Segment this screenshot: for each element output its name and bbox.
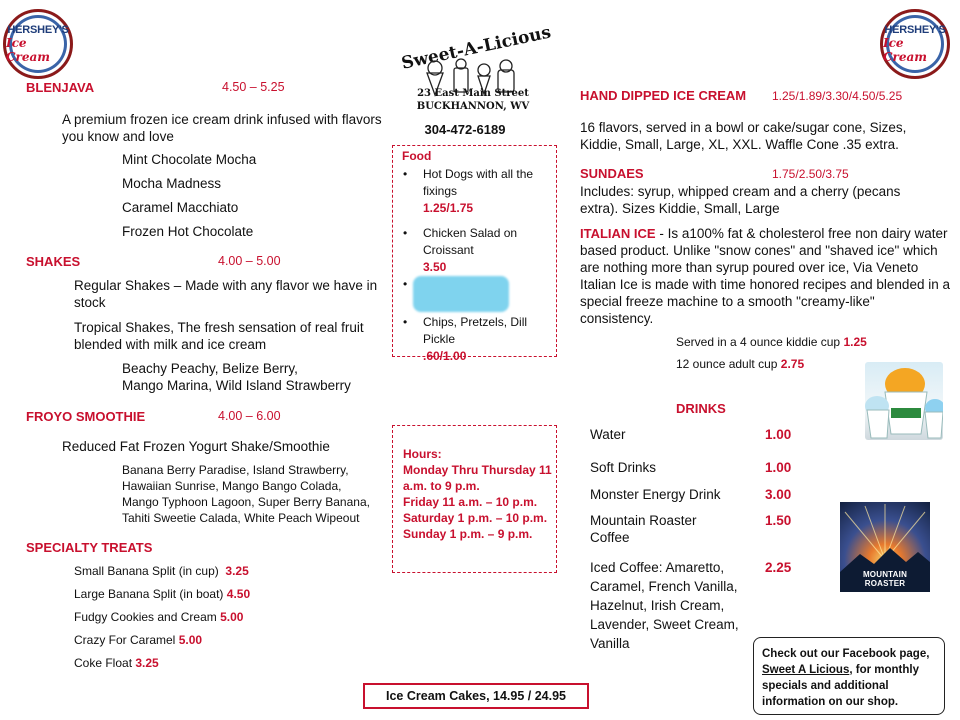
list-item (590, 459, 830, 476)
item-name: Fudgy Cookies and Cream (74, 610, 217, 624)
facebook-box (753, 637, 945, 715)
phone-number: 304-472-6189 (424, 122, 506, 137)
blenjava-desc (62, 111, 382, 145)
list-item (393, 314, 551, 365)
food-title: Food (402, 149, 432, 163)
hours-line: Saturday 1 p.m. – 10 p.m. (403, 511, 548, 525)
item-name: Small Banana Split (in cup) (74, 564, 219, 578)
shakes-title: SHAKES (26, 254, 81, 269)
logo-line2: Ice Cream (6, 36, 50, 64)
brand-name: Sweet-A-Licious (399, 22, 552, 74)
italian-ice-desc: - Is a100% fat & cholesterol free non dairy water based product. Unlike "snow cones" and "shaved ice" which are nothing more than syrup poured over ice, Via Veneto Italian Ice is made with time honored recipes and blended in a special freeze machine to a smooth "creamy-like" consistency. (580, 226, 950, 326)
logo-line2: Ice Cream (883, 36, 927, 64)
logo-line1: HERSHEY'S (884, 24, 946, 36)
item-name: Mountain Roaster Coffee (590, 513, 697, 545)
list-item (74, 655, 250, 678)
hours-line: Sunday 1 p.m. – 9 p.m. (403, 527, 533, 541)
shakes-flavors-1: Beachy Peachy, Belize Berry, (122, 361, 298, 376)
list-item (393, 276, 551, 306)
svg-text:Sweet-A-Licious (400, 23, 552, 74)
hours-content (403, 446, 553, 542)
hours-line: Monday Thru Thursday 11 a.m. to 9 p.m. (403, 463, 552, 493)
list-item: Hawaiian Sunrise, Mango Bango Colada, (122, 479, 342, 493)
food-box (392, 145, 557, 363)
italian-ice-kiddie (676, 334, 867, 350)
hours-line: Friday 11 a.m. – 10 p.m. (403, 495, 538, 509)
redacted-item (413, 276, 509, 312)
item-price: 3.25 (225, 564, 249, 578)
list-item (74, 632, 250, 655)
ice-cream-cakes-text: Ice Cream Cakes, 14.95 / 24.95 (386, 689, 566, 703)
list-item (590, 486, 830, 503)
address-line2: BUCKHANNON, WV (416, 101, 530, 112)
shakes-price: 4.00 – 5.00 (218, 254, 281, 268)
item-price: 1.25/1.75 (423, 201, 474, 215)
list-item: Frozen Hot Chocolate (122, 224, 254, 239)
hand-dipped-desc: 16 flavors, served in a bowl or cake/sugar cone, Sizes, Kiddie, Small, Large, XL, XXL. Waffle Cone .35 extra. (580, 120, 907, 152)
item-name: 12 ounce adult cup (676, 357, 778, 371)
list-item: Tahiti Sweetie Calada, White Peach Wipeout (122, 511, 360, 525)
list-item (74, 609, 250, 632)
hand-dipped-title: HAND DIPPED ICE CREAM (580, 88, 747, 103)
italian-ice-block (580, 225, 950, 327)
item-name: Chicken Salad on Croissant (423, 226, 518, 257)
italian-ice-title: ITALIAN ICE (580, 226, 656, 241)
item-price: 5.00 (178, 633, 203, 647)
list-item: Mocha Madness (122, 176, 222, 191)
list-item (393, 166, 551, 217)
froyo-desc: Reduced Fat Frozen Yogurt Shake/Smoothie (62, 439, 330, 454)
hours-box (392, 425, 557, 573)
italian-ice-adult (676, 356, 804, 372)
item-name: Iced Coffee: Amaretto, Caramel, French Vanilla, Hazelnut, Irish Cream, Lavender, Sweet Cream, Vanilla (590, 560, 739, 651)
address-line1: 23 East Main Street (417, 88, 529, 99)
logo-line1: HERSHEY'S (7, 24, 69, 36)
sundaes-desc: Includes: syrup, whipped cream and a cherry (pecans extra). Sizes Kiddie, Small, Large (580, 184, 901, 216)
shakes-flavors-2: Mango Marina, Wild Island Strawberry (122, 378, 351, 393)
list-item: Mint Chocolate Mocha (122, 152, 257, 167)
hand-dipped-price: 1.25/1.89/3.30/4.50/5.25 (772, 89, 903, 103)
sundaes-price: 1.75/2.50/3.75 (772, 167, 849, 181)
blenjava-items (122, 151, 256, 247)
item-price: 4.50 (226, 587, 251, 601)
item-price: 3.00 (765, 487, 792, 502)
list-item: Caramel Macchiato (122, 200, 239, 215)
hersheys-logo-left (3, 9, 73, 79)
item-price: 3.50 (423, 260, 447, 274)
drinks-title: DRINKS (676, 401, 726, 416)
item-name: Hot Dogs with all the fixings (423, 167, 534, 198)
item-name: Coke Float (74, 656, 133, 670)
facebook-post: , for monthly specials and additional information on our shop. (762, 664, 919, 708)
item-name: Chips, Pretzels, Dill Pickle (423, 315, 528, 346)
list-item: Banana Berry Paradise, Island Strawberry, (122, 463, 349, 477)
list-item (74, 586, 250, 609)
hours-title: Hours: (403, 447, 442, 461)
specialty-items (74, 563, 250, 678)
item-name: Water (590, 427, 626, 442)
specialty-title: SPECIALTY TREATS (26, 540, 153, 555)
item-price: 3.25 (135, 656, 159, 670)
item-name: Large Banana Split (in boat) (74, 587, 224, 601)
facebook-link[interactable]: Sweet A Licious (762, 664, 850, 676)
froyo-title: FROYO SMOOTHIE (26, 409, 146, 424)
item-price: 1.00 (765, 460, 792, 475)
italian-ice-photo (865, 362, 943, 440)
shakes-regular: Regular Shakes – Made with any flavor we have in stock (74, 278, 378, 310)
italian-ice-cups-art (865, 362, 943, 440)
item-name: Monster Energy Drink (590, 487, 721, 502)
food-list (423, 166, 551, 365)
list-item: Mango Typhoon Lagoon, Super Berry Banana, (122, 495, 370, 509)
froyo-price: 4.00 – 6.00 (218, 409, 281, 423)
item-price: 2.25 (765, 560, 792, 575)
item-price: 1.00 (765, 427, 792, 442)
item-price: 2.75 (780, 357, 805, 371)
sundaes-title: SUNDAES (580, 166, 644, 181)
mountain-roaster-text: MOUNTAIN ROASTER (862, 570, 908, 588)
item-price: 1.25 (843, 335, 867, 349)
list-item (74, 563, 250, 586)
brand-logo-art (392, 18, 552, 98)
blenjava-price: 4.50 – 5.25 (222, 80, 285, 94)
shakes-tropical: Tropical Shakes, The fresh sensation of real fruit blended with milk and ice cream (74, 320, 364, 352)
hersheys-logo-right (880, 9, 950, 79)
blenjava-desc-text: A premium frozen ice cream drink infused with flavors you know and love (62, 112, 382, 144)
item-name: Soft Drinks (590, 460, 657, 475)
list-item (590, 512, 830, 546)
item-price: .60/1.00 (423, 349, 467, 363)
brand-logo (392, 18, 552, 98)
froyo-flavors (122, 462, 370, 526)
list-item (590, 426, 830, 443)
item-name: Served in a 4 ounce kiddie cup (676, 335, 841, 349)
list-item (393, 225, 551, 276)
facebook-pre: Check out our Facebook page, (762, 648, 930, 660)
item-price: 5.00 (220, 610, 244, 624)
blenjava-title: BLENJAVA (26, 80, 95, 95)
mountain-roaster-logo (840, 502, 930, 592)
ice-cream-cakes-box (363, 683, 589, 709)
item-price: 1.50 (765, 513, 792, 528)
item-name: Crazy For Caramel (74, 633, 176, 647)
